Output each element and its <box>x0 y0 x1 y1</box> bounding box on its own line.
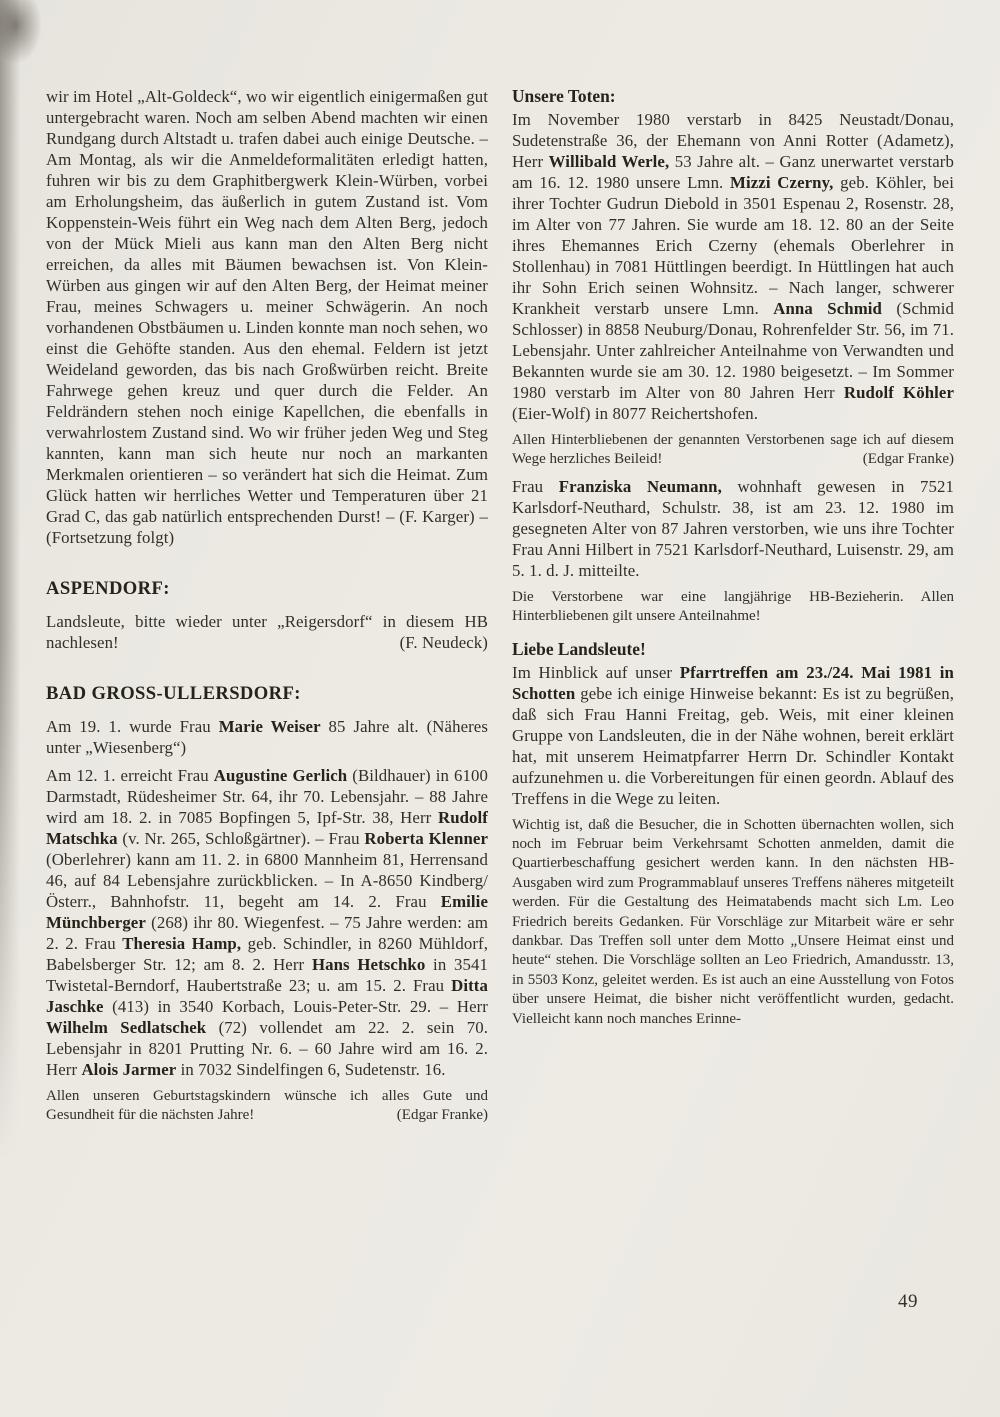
bold-text-run: Franziska Neumann, <box>558 476 722 496</box>
bold-text-run: Marie Weiser <box>218 717 321 736</box>
text-run: in 3541 Twistetal-Berndorf, Haubertstraße 23; u. am 15. 2. Frau <box>46 955 489 995</box>
paragraph <box>46 765 488 1080</box>
text-run: Die Verstorbene war eine langjährige HB-Bezieherin. Allen Hinterbliebenen gilt unsere Anteilnahme! <box>512 588 954 625</box>
text-run: wir im Hotel „Alt-Goldeck“, wo wir eigentlich einigermaßen gut untergebracht waren. Noch am selben Abend machten wir einen Rundgang durch Altstadt u. trafen dabei auch einige Deutsche. – Am Montag, als wir die Anmeldeformalitäten erledigt hatten, fuhren wir bis zu dem Graphitbergwerk Klein-Würben, vorbei am Erholungsheim, das äußerlich in gutem Zustand ist. Vom Koppenstein-Weis führt ein Weg nach dem Alten Berg, jedoch von der Mück Mieli aus kann man den Alten Berg nicht erreichen, da alles mit Bäumen bewachsen ist. Von Klein-Würben aus gingen wir auf den Alten Berg, der Heimat meiner Frau, meines Schwagers u. meiner Schwägerin. An noch vorhandenen Obstbäumen u. Linden konnte man noch sehen, wo einst die Gehöfte standen. Aus den ehemal. Feldern ist jetzt Weideland geworden, das bis nach Großwürben reicht. Breite Fahrwege gehen kreuz und quer durch die Felder. An Feldrändern stehen noch einige Kapellchen, die ebenfalls in verwahrlostem Zustand sind. Wo wir früher jeden Weg und Steg kannten, kann man sich heute nur noch an markanten Merkmalen orientieren – so verändert hat sich die Heimat. Zum Glück hatten wir herrliches Wetter und Temperaturen über 21 Grad C, das gab natürlich entsprechenden Durst! – (F. Karger) – (Fortsetzung folgt) <box>46 87 488 547</box>
bold-text-run: Augustine Gerlich <box>213 766 348 785</box>
bold-text-run: BAD GROSS-ULLERSDORF: <box>46 683 301 704</box>
note-paragraph <box>512 431 954 470</box>
text-run: wohnhaft gewesen in 7521 Karlsdorf-Neuthard, Schulstr. 38, ist am 23. 12. 1980 im gesegneten Alter von 87 Jahren verstorben, wie uns ihre Tochter Frau Anni Hilbert in 7521 Karlsdorf-Neuthard, Luisenstr. 29, am 5. 1. d. J. mitteilte. <box>512 476 954 580</box>
bold-text-run: Liebe Landsleute! <box>512 638 646 659</box>
text-run: Landsleute, bitte wieder unter „Reigersdorf“ in diesem HB nachlesen! <box>46 612 488 652</box>
page-number: 49 <box>898 1291 918 1312</box>
paragraph <box>512 476 954 581</box>
signature: (F. Neudeck) <box>399 633 488 652</box>
text-run: geb. Köhler, bei ihrer Tochter Gudrun Diebold in 3501 Espenau 2, Rosenstr. 28, im Alter von 77 Jahren. Sie wurde am 18. 12. 80 an der Seite ihres Ehemannes Erich Czerny (ehemals Oberlehrer in Stollenhau) in 7081 Hüttlingen beerdigt. In Hüttlingen hat auch ihr Sohn Erich seinen Wohnsitz. – Nach langer, schwerer Krankheit verstarb unsere Lmn. <box>512 173 954 318</box>
section-heading <box>46 683 488 705</box>
text-columns <box>46 86 954 1132</box>
text-run: (413) in 3540 Korbach, Louis-Peter-Str. 29. – Herr <box>103 997 488 1016</box>
bold-text-run: Emilie Münchberger <box>46 892 488 932</box>
bold-text-run: Willibald Werle, <box>548 152 670 171</box>
text-run: (Eier-Wolf) in 8077 Reichertshofen. <box>512 404 758 423</box>
text-run: Allen Hinterbliebenen der genannten Verstorbenen sage ich auf diesem Wege herzliches Beileid! <box>512 432 954 468</box>
text-run: 85 Jahre alt. (Näheres unter „Wiesenberg“) <box>46 717 488 757</box>
paragraph <box>46 716 488 758</box>
bold-text-run: ASPENDORF: <box>46 578 170 599</box>
bold-text-run: Wilhelm Sedlatschek <box>46 1018 207 1037</box>
note-paragraph <box>512 588 954 627</box>
text-run: Am 19. 1. wurde Frau <box>46 717 219 736</box>
text-run: geb. Schindler, in 8260 Mühldorf, Babelsberger Str. 12; am 8. 2. Herr <box>46 934 488 974</box>
bold-text-run: Unsere Toten: <box>512 86 616 106</box>
bold-text-run: Rudolf Matschka <box>46 808 488 848</box>
paragraph <box>512 662 954 809</box>
scan-corner-mark <box>0 0 42 64</box>
paragraph <box>512 109 954 424</box>
text-run: (Oberlehrer) kann am 11. 2. in 6800 Mannheim 81, Herrensand 46, auf 84 Lebensjahre zurückblicken. – In A-8650 Kindberg/Österr., Bahnhofstr. 11, begeht am 14. 2. Frau <box>46 850 488 911</box>
text-run: (Bildhauer) in 6100 Darmstadt, Rüdesheimer Str. 64, ihr 70. Lebensjahr. – 88 Jahre wird am 18. 2. in 7085 Bopfingen 5, Ipf-Str. 38, Herr <box>46 766 488 827</box>
text-run: Am 12. 1. erreicht Frau <box>46 766 214 785</box>
right-column <box>512 86 954 1132</box>
text-run: 53 Jahre alt. – Ganz unerwartet verstarb am 16. 12. 1980 unsere Lmn. <box>512 152 954 192</box>
text-run: Im November 1980 verstarb in 8425 Neustadt/Donau, Sudetenstraße 36, der Ehemann von Anni Rotter (Adametz), Herr <box>512 110 954 171</box>
note-paragraph <box>46 1087 488 1126</box>
bold-text-run: Pfarrtreffen am 23./24. Mai 1981 in Schotten <box>512 662 954 703</box>
bold-text-run: Roberta Klenner <box>364 829 489 848</box>
section-heading <box>46 578 488 600</box>
paragraph <box>46 86 488 548</box>
subsection-heading <box>512 86 954 107</box>
text-run: gebe ich einige Hinweise bekannt: Es ist zu begrüßen, daß sich Frau Hanni Freitag, geb. Weis, mit einer kleinen Gruppe von Landsleuten, die in der Nähe wohnen, bereit erklärt hat, mit unserem Heimatpfarrer Herrn Dr. Schindler Kontakt aufzunehmen u. die Vorbereitungen für einen geordn. Ablauf des Treffens in die Wege zu leiten. <box>512 683 954 808</box>
text-run: Allen unseren Geburtstagskindern wünsche ich alles Gute und Gesundheit für die nächsten Jahre! <box>46 1088 488 1124</box>
scan-edge-shadow <box>0 0 20 1160</box>
bold-text-run: Mizzi Czerny, <box>730 173 834 192</box>
text-run: (72) vollendet am 22. 2. sein 70. Lebensjahr in 8201 Prutting Nr. 6. – 60 Jahre wird am 16. 2. Herr <box>46 1018 488 1079</box>
bold-text-run: Ditta Jaschke <box>46 976 488 1016</box>
text-run: Frau <box>512 476 559 496</box>
signature: (Edgar Franke) <box>396 1107 488 1124</box>
bold-text-run: Anna Schmid <box>773 299 882 318</box>
paragraph <box>46 611 488 653</box>
text-run: (v. Nr. 265, Schloßgärtner). – Frau <box>117 829 365 848</box>
text-run: (268) ihr 80. Wiegenfest. – 75 Jahre werden: am 2. 2. Frau <box>46 913 488 953</box>
signature: (Edgar Franke) <box>862 451 954 468</box>
note-paragraph <box>512 816 954 1029</box>
text-run: (Schmid Schlosser) in 8858 Neuburg/Donau, Rohrenfelder Str. 56, im 71. Lebensjahr. Unter zahlreicher Anteilnahme von Verwandten und Bekannten wurde sie am 30. 12. 1980 beigesetzt. – Im Sommer 1980 verstarb im Alter von 80 Jahren Herr <box>512 299 954 402</box>
bold-text-run: Hans Hetschko <box>311 955 426 974</box>
left-column <box>46 86 488 1132</box>
bold-text-run: Alois Jarmer <box>81 1060 177 1079</box>
text-run: Im Hinblick auf unser <box>512 662 680 682</box>
bold-text-run: Theresia Hamp, <box>122 934 242 953</box>
text-run: in 7032 Sindelfingen 6, Sudetenstr. 16. <box>176 1060 446 1079</box>
bold-text-run: Rudolf Köhler <box>843 383 954 402</box>
subsection-heading <box>512 639 954 660</box>
text-run: Wichtig ist, daß die Besucher, die in Schotten übernachten wollen, sich noch im Februar beim Verkehrsamt Schotten anmelden, damit die Quartierbeschaffung gesichert werden kann. In den nächsten HB-Ausgaben wird zum Programmablauf unseres Treffens näheres mitgeteilt werden. Für die Gestaltung des Heimatabends macht sich Lm. Leo Friedrich bereits Gedanken. Für Vorschläge zur Mitarbeit wäre er sehr dankbar. Das Treffen soll unter dem Motto „Unsere Heimat einst und heute“ stehen. Die Vorschläge sollten an Leo Friedrich, Amandusstr. 13, in 5503 Konz, geleitet werden. Es ist auch an eine Ausstellung von Fotos über unsere Heimat, die bisher nicht veröffentlicht wurden, gedacht. Vielleicht kann noch manches Erinne- <box>512 816 954 1027</box>
